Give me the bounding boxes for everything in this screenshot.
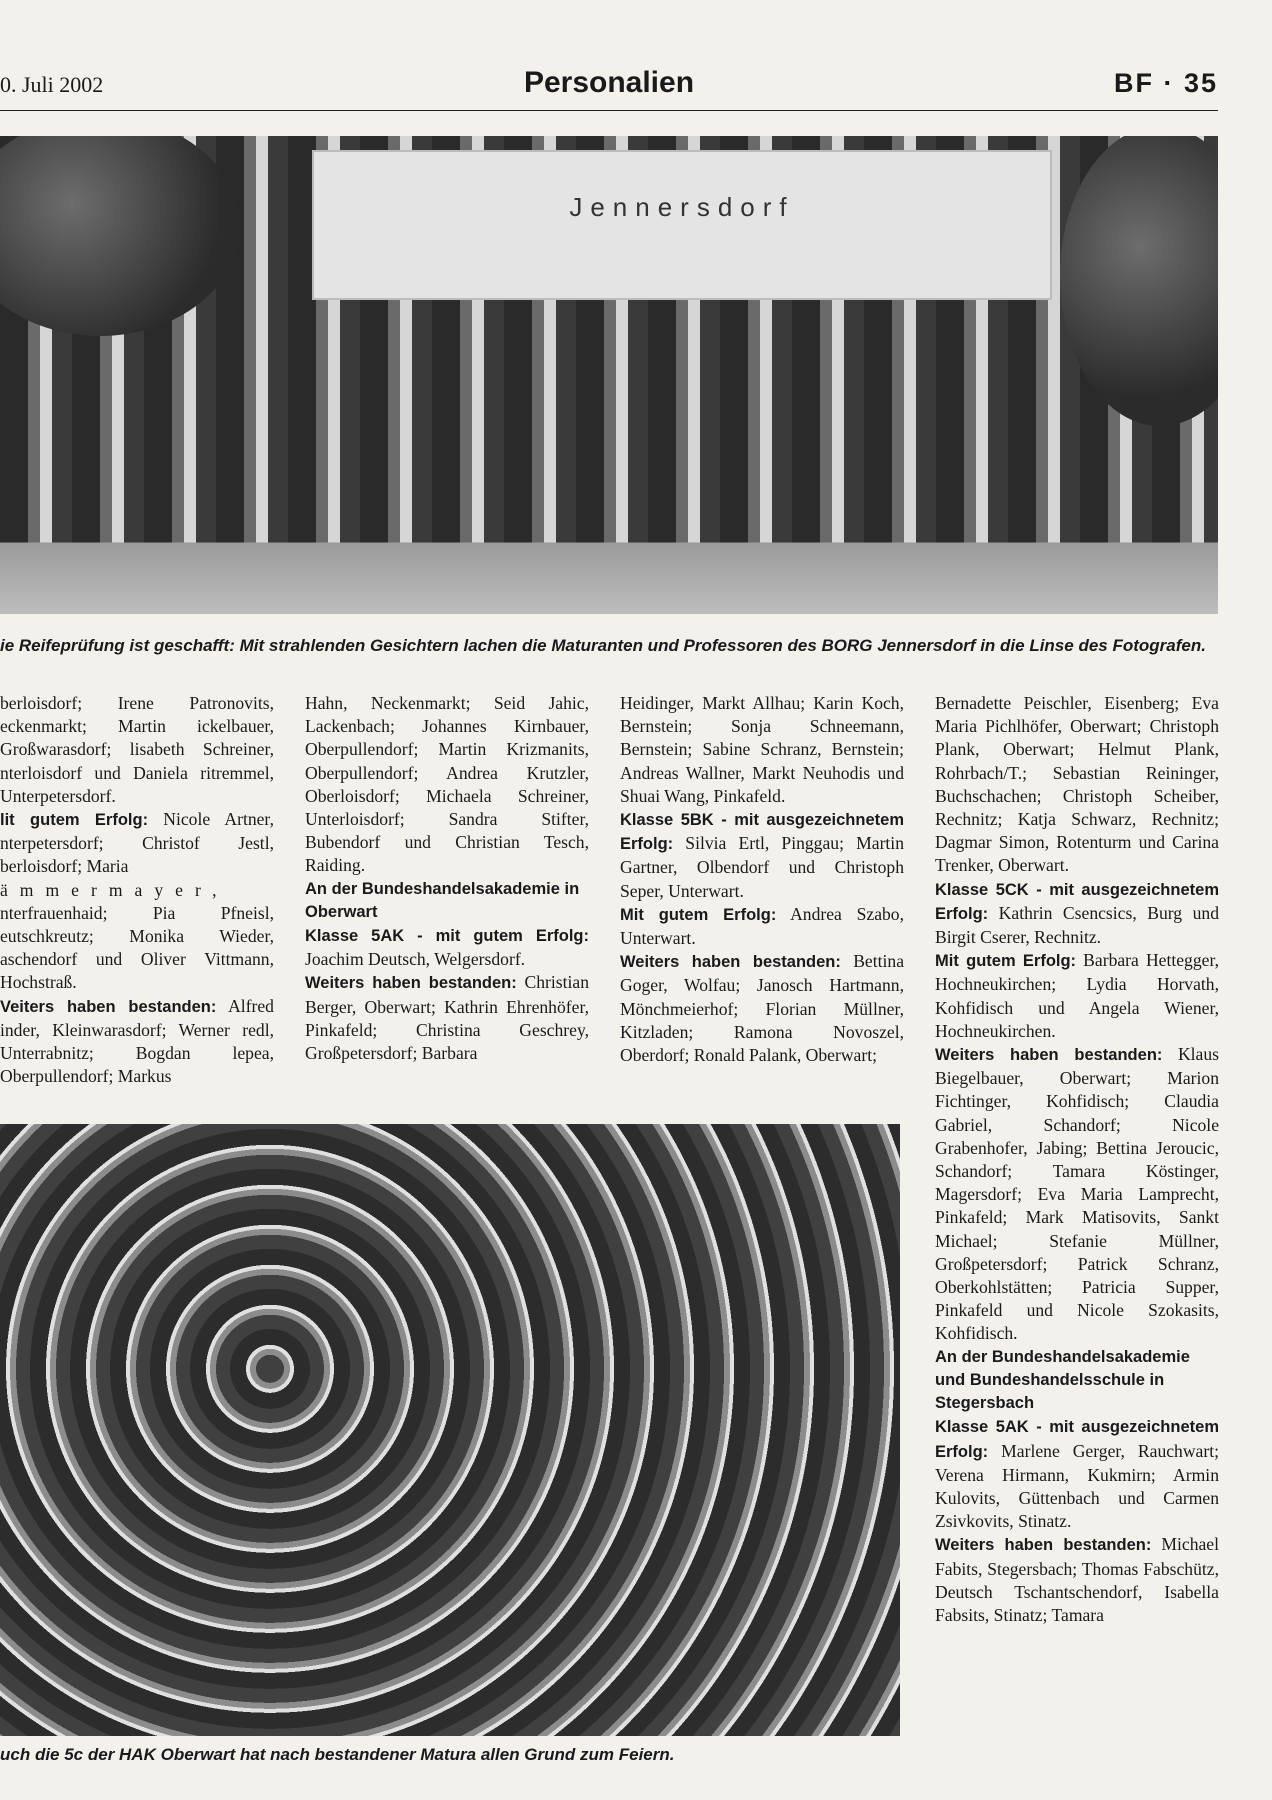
- group-photo-hak-oberwart: [0, 1124, 900, 1736]
- paragraph: Mit gutem Erfolg: Barbara Hettegger, Hochneukirchen; Lydia Horvath, Kohfidisch und Angela Wiener, Hochneukirchen.: [935, 950, 1219, 1041]
- paragraph: Klasse 5AK - mit gutem Erfolg: Joachim Deutsch, Welgersdorf.: [305, 927, 589, 970]
- paragraph: Veiters haben bestanden: Alfred inder, Kleinwarasdorf; Werner redl, Unterrabnitz; Bogdan lepea, Oberpullendorf; Markus: [0, 995, 274, 1087]
- text-column-2: [305, 692, 589, 1065]
- banner-text: Jennersdorf: [569, 192, 795, 222]
- tree-left: [0, 136, 240, 336]
- group-photo-borg-jennersdorf: [0, 136, 1218, 614]
- text-column-3: [620, 692, 904, 1067]
- photo-caption-2: uch die 5c der HAK Oberwart hat nach bestandener Matura allen Grund zum Feiern.: [0, 1745, 675, 1764]
- text-column-4: [935, 692, 1219, 1627]
- spaced-name: ämmermayer,: [0, 879, 229, 900]
- section-heading: An der Bundeshandelsakademie und Bundeshandelsschule in Stegersbach: [935, 1347, 1190, 1413]
- paragraph: Weiters haben bestanden: Michael Fabits, Stegersbach; Thomas Fabschütz, Deutsch Tschantschendorf, Isabella Fabsits, Stinatz; Tamara: [935, 1534, 1219, 1625]
- paragraph: Mit gutem Erfolg: Andrea Szabo, Unterwart.: [620, 903, 904, 949]
- text-column-1: [0, 692, 274, 1088]
- paragraph: Klasse 5CK - mit ausgezeichnetem Erfolg: Kathrin Csencsics, Burg und Birgit Cserer, Rechnitz.: [935, 880, 1219, 948]
- paragraph: lit gutem Erfolg: Nicole Artner, nterpetersdorf; Christof Jestl, berloisdorf; Maria: [0, 809, 274, 877]
- section-title: Personalien: [523, 66, 695, 99]
- paragraph: berloisdorf; Irene Patronovits, eckenmarkt; Martin ickelbauer, Großwarasdorf; lisabeth Schreiner, nterloisdorf und Daniela ritremmel, Unterpetersdorf.: [0, 693, 274, 806]
- paragraph: Hahn, Neckenmarkt; Seid Jahic, Lackenbach; Johannes Kirnbauer, Oberpullendorf; Martin Krizmanits, Oberpullendorf; Andrea Krutzler, Oberloisdorf; Michaela Schreiner, Unterloisdorf; Sandra Stifter, Bubendorf und Christian Tesch, Raiding.: [305, 693, 589, 876]
- paragraph: Weiters haben bestanden: Bettina Goger, Wolfau; Janosch Hartmann, Mönchmeierhof; Florian Müllner, Kitzladen; Ramona Novoszel, Oberdorf; Ronald Palank, Oberwart;: [620, 951, 905, 1066]
- paragraph: Klasse 5BK - mit ausgezeichnetem Erfolg: Silvia Ertl, Pinggau; Martin Gartner, Olbendorf und Christoph Seper, Unterwart.: [620, 811, 904, 901]
- page-header: [0, 60, 1218, 111]
- school-banner: [312, 150, 1052, 300]
- page-number: BF · 35: [1113, 68, 1218, 98]
- paragraph: Heidinger, Markt Allhau; Karin Koch, Bernstein; Sonja Schneemann, Bernstein; Sabine Schranz, Bernstein; Andreas Wallner, Markt Neuhodis und Shuai Wang, Pinkafeld.: [620, 693, 904, 806]
- issue-date: 0. Juli 2002: [0, 72, 104, 97]
- paragraph: Weiters haben bestanden: Christian Berger, Oberwart; Kathrin Ehrenhöfer, Pinkafeld; Christina Geschrey, Großpetersdorf; Barbara: [305, 972, 590, 1064]
- paragraph: nterfrauenhaid; Pia Pfneisl, eutschkreutz; Monika Wieder, aschendorf und Oliver Vittmann, Hochstraß.: [0, 902, 274, 993]
- photo-caption-1: ie Reifeprüfung ist geschafft: Mit strahlenden Gesichtern lachen die Maturanten und Professoren des BORG Jennersdorf in die Linse des Fotografen.: [0, 636, 1206, 655]
- paragraph: Weiters haben bestanden: Klaus Biegelbauer, Oberwart; Marion Fichtinger, Kohfidisch; Claudia Gabriel, Schandorf; Nicole Grabenhofer, Jabing; Bettina Jeroucic, Schandorf; Tamara Köstinger, Magersdorf; Eva Maria Lamprecht, Pinkafeld; Mark Matisovits, Sankt Michael; Stefanie Müllner, Großpetersdorf; Patrick Schranz, Oberkohlstätten; Patricia Supper, Pinkafeld und Nicole Szokasits, Kohfidisch.: [935, 1044, 1219, 1344]
- paragraph: Klasse 5AK - mit ausgezeichnetem Erfolg: Marlene Gerger, Rauchwart; Verena Hirmann, Kukmirn; Armin Kulovits, Güttenbach und Carmen Zsivkovits, Stinatz.: [935, 1418, 1219, 1532]
- paragraph: Bernadette Peischler, Eisenberg; Eva Maria Pichlhöfer, Oberwart; Christoph Plank, Oberwart; Helmut Plank, Rohrbach/T.; Sebastian Reininger, Buchschachen; Christoph Scheiber, Rechnitz; Katja Schwarz, Rechnitz; Dagmar Simon, Rotenturm und Carina Trenker, Oberwart.: [935, 693, 1219, 876]
- section-heading: An der Bundeshandelsakademie in Oberwart: [305, 879, 580, 921]
- tree-right: [1060, 136, 1218, 426]
